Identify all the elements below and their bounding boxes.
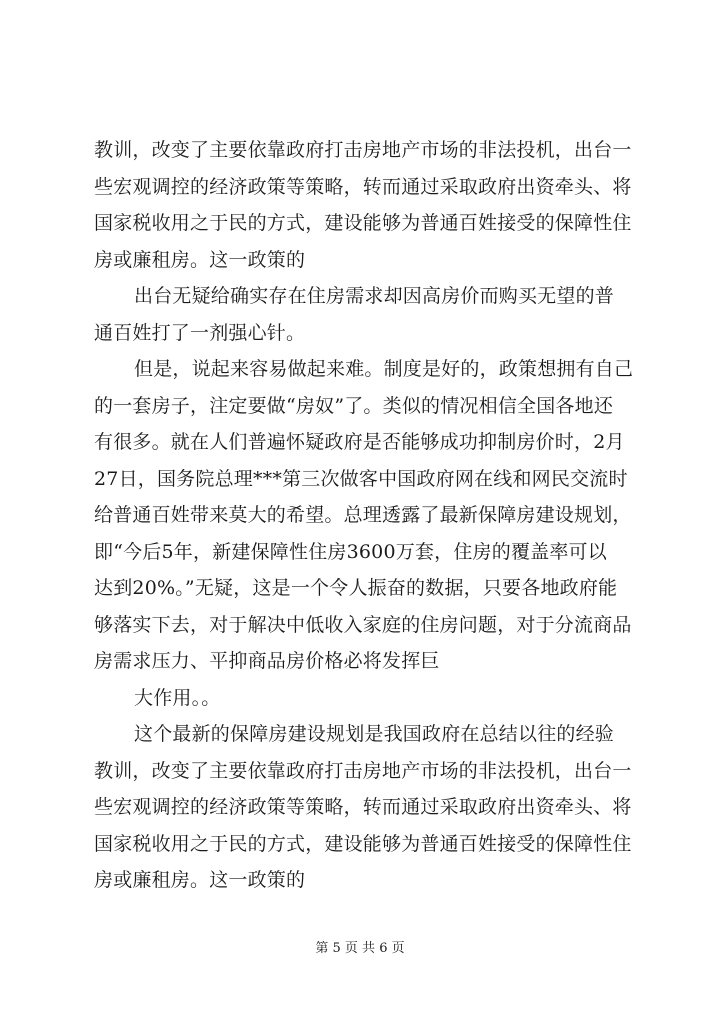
text-line: 房或廉租房。这一政策的 (94, 869, 306, 891)
text-line: 些宏观调控的经济政策等策略，转而通过采取政府出资牵头、将 (94, 175, 632, 198)
text-line: 给普通百姓带来莫大的希望。总理透露了最新保障房建设规划， (94, 504, 632, 526)
text-line: 有很多。就在人们普遍怀疑政府是否能够成功抑制房价时，2月 (94, 431, 625, 453)
document-body (94, 132, 642, 899)
text-line: 出台无疑给确实存在住房需求却因高房价而购买无望的普 (134, 285, 615, 307)
text-line: 教训，改变了主要依靠政府打击房地产市场的非法投机，出台一 (94, 759, 632, 782)
text-line: 大作用。。 (134, 686, 221, 709)
text-line: 达到20%。”无疑，这是一个令人振奋的数据，只要各地政府能 (94, 577, 618, 599)
text-line: 这个最新的保障房建设规划是我国政府在总结以往的经验 (134, 723, 615, 745)
page-number-footer: 第 5 页 共 6 页 (315, 941, 405, 956)
text-line: 27日，国务院总理***第三次做客中国政府网在线和网民交流时 (94, 467, 628, 490)
text-line: 些宏观调控的经济政策等策略，转而通过采取政府出资牵头、将 (94, 796, 632, 818)
text-line: 教训，改变了主要依靠政府打击房地产市场的非法投机，出台一 (94, 139, 632, 161)
text-line: 国家税收用之于民的方式，建设能够为普通百姓接受的保障性住 (94, 832, 632, 855)
text-line: 房需求压力、平抑商品房价格必将发挥巨 (94, 650, 440, 672)
text-line: 通百姓打了一剂强心针。 (94, 321, 306, 344)
text-line: 国家税收用之于民的方式，建设能够为普通百姓接受的保障性住 (94, 212, 632, 234)
text-line: 但是，说起来容易做起来难。制度是好的，政策想拥有自己 (134, 358, 634, 380)
text-line: 够落实下去，对于解决中低收入家庭的住房问题，对于分流商品 (94, 613, 632, 636)
text-line: 即“今后5年，新建保障性住房3600万套，住房的覆盖率可以 (94, 540, 607, 563)
text-line: 房或廉租房。这一政策的 (94, 248, 306, 271)
text-line: 的一套房子，注定要做“房奴”了。类似的情况相信全国各地还 (94, 394, 614, 417)
